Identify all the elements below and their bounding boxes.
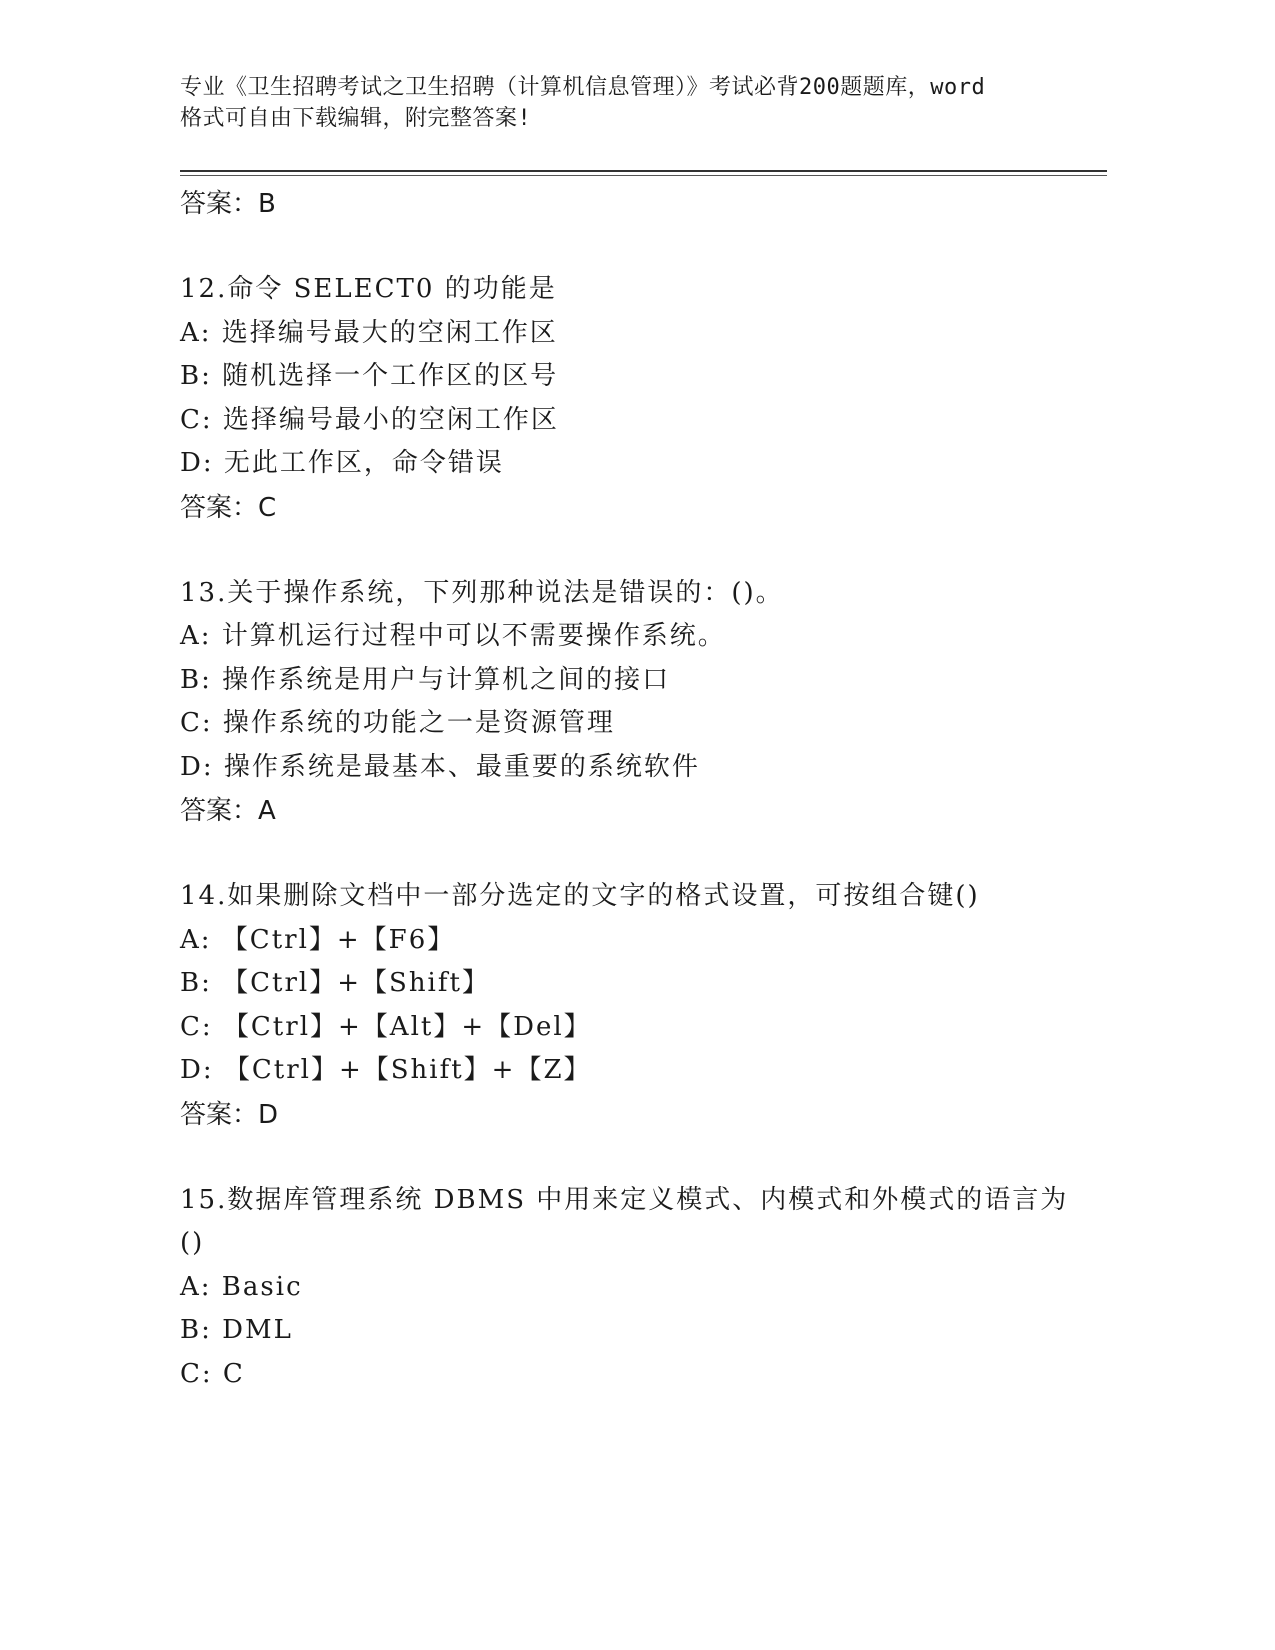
answer-line: 答案：A <box>180 796 276 826</box>
answer-line: 答案：C <box>180 492 277 523</box>
option-c: C: C <box>180 1358 245 1389</box>
option-a: A: Basic <box>180 1271 303 1302</box>
option-b: B: DML <box>180 1315 293 1345</box>
header-line-1: 专业《卫生招聘考试之卫生招聘（计算机信息管理）》考试必背200题题库，word <box>180 75 986 100</box>
header-line-2: 格式可自由下载编辑，附完整答案! <box>180 106 532 131</box>
option-d: D: 无此工作区，命令错误 <box>180 448 504 478</box>
option-b: B: 随机选择一个工作区的区号 <box>180 361 559 391</box>
question-stem-line-2: () <box>180 1228 205 1258</box>
question-list <box>180 180 1120 1396</box>
question-14 <box>180 875 1120 1137</box>
option-a: A: 计算机运行过程中可以不需要操作系统。 <box>180 621 726 651</box>
answer-line: 答案：B <box>180 189 276 219</box>
document-header <box>180 72 1080 134</box>
answer-line: 答案：D <box>180 1099 279 1130</box>
option-c: C: 【Ctrl】+【Alt】+【Del】 <box>180 1011 592 1042</box>
option-b: B: 【Ctrl】+【Shift】 <box>180 968 490 998</box>
question-stem-line-1: 15.数据库管理系统 DBMS 中用来定义模式、内模式和外模式的语言为 <box>180 1184 1069 1215</box>
question-stem: 13.关于操作系统，下列那种说法是错误的：()。 <box>180 577 784 608</box>
option-d: D: 操作系统是最基本、最重要的系统软件 <box>180 751 700 782</box>
option-b: B: 操作系统是用户与计算机之间的接口 <box>180 664 671 695</box>
option-c: C: 选择编号最小的空闲工作区 <box>180 404 559 435</box>
option-a: A: 【Ctrl】+【F6】 <box>180 924 456 955</box>
header-divider-thin <box>180 175 1107 176</box>
header-divider <box>180 170 1107 172</box>
question-13 <box>180 572 1120 834</box>
option-c: C: 操作系统的功能之一是资源管理 <box>180 708 615 738</box>
option-d: D: 【Ctrl】+【Shift】+【Z】 <box>180 1055 592 1085</box>
question-stem: 12.命令 SELECT0 的功能是 <box>180 274 557 304</box>
option-a: A: 选择编号最大的空闲工作区 <box>180 317 558 348</box>
question-12 <box>180 268 1120 530</box>
question-15 <box>180 1179 1120 1397</box>
question-stem: 14.如果删除文档中一部分选定的文字的格式设置，可按组合键() <box>180 881 980 911</box>
